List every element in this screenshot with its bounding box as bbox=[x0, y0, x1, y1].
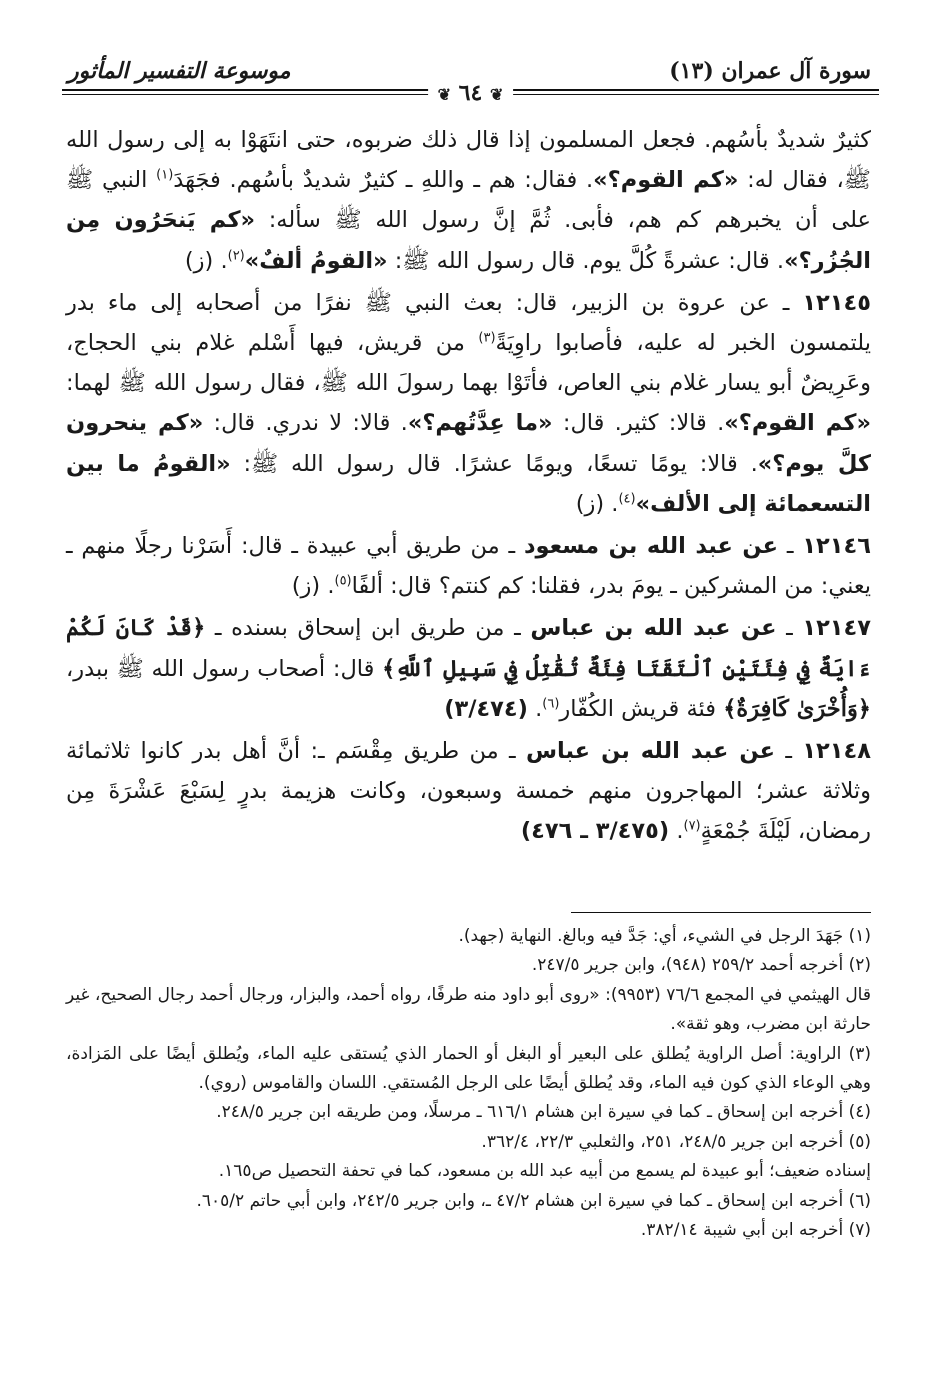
text-run: ـ من طريق ابن إسحاق بسنده ـ bbox=[205, 615, 531, 642]
entry-number: ١٢١٤٧ bbox=[802, 615, 872, 642]
text-run: ـ عن عروة بن الزبير، قال: بعث النبي ﷺ نفرًا من أصحابه إلى ماء بدر يلتمسون الخبر له عليه، فأصابوا راوِيَةً bbox=[66, 289, 871, 357]
footnote: (٥) أخرجه ابن جرير ٢٤٨/٥، ٢٥١، والثعلبي ٢٢/٣، ٣٦٢/٤. bbox=[481, 1131, 871, 1152]
entry-number: ١٢١٤٦ bbox=[802, 533, 871, 560]
hadith-quote: «كم يَنحَرُون مِن الجُزُر؟» bbox=[66, 207, 871, 274]
text-run: . قالا: يومًا تسعًا، ويومًا عشرًا. قال رسول الله ﷺ: bbox=[230, 450, 758, 477]
entry-12147 bbox=[66, 608, 871, 729]
text-run: . قال: عشرةً كُلَّ يوم. قال رسول الله ﷺ: bbox=[387, 247, 785, 274]
text-run: . (ز) bbox=[184, 247, 228, 274]
ornament-right-icon: ❦ bbox=[489, 85, 504, 104]
book-title: موسوعة التفسير المأثور bbox=[68, 58, 291, 84]
paragraph-continued bbox=[66, 120, 871, 281]
text-run: فئة قريش الكُفّار bbox=[559, 695, 724, 722]
footnote-ref: (٧) bbox=[683, 818, 701, 834]
footnote-ref: (٦) bbox=[542, 696, 560, 712]
entry-12148 bbox=[66, 731, 871, 852]
text-run: ـ bbox=[775, 738, 803, 765]
footnote-ref: (٤) bbox=[618, 491, 636, 507]
narrator-name: عن عبد الله بن عباس bbox=[530, 615, 777, 642]
page-number: ٦٤ bbox=[458, 80, 483, 106]
footnote: (٧) أخرجه ابن أبي شيبة ٣٨٢/١٤. bbox=[640, 1220, 871, 1241]
text-run: . (ز) bbox=[575, 490, 619, 517]
text-run: كثيرٌ شديدٌ بأسُهم. فجعل المسلمون إذا قال ذلك ضربوه، حتى انتَهَوْا به إلى رسول الله ﷺ، فقال له: bbox=[66, 127, 871, 194]
footnote: (٢) أخرجه أحمد ٢٥٩/٢ (٩٤٨)، وابن جرير ٢٤٧/٥. bbox=[531, 955, 871, 976]
text-run: . قالا: لا ندري. قال: bbox=[203, 410, 408, 437]
narrator-name: عن عبد الله بن مسعود bbox=[523, 533, 779, 560]
main-text bbox=[66, 120, 871, 852]
text-run: ـ bbox=[776, 615, 803, 642]
hadith-quote: «القومُ ما بين التسعمائة إلى الألف» bbox=[66, 450, 871, 517]
quran-verse: ﴿وَأُخْرَىٰ كَافِرَةٌ﴾ bbox=[723, 695, 871, 722]
hadith-quote: «القومُ ألفٌ» bbox=[244, 247, 388, 274]
text-run: ـ bbox=[778, 533, 803, 560]
footnotes bbox=[66, 922, 871, 1245]
footnote: إسناده ضعيف؛ أبو عبيدة لم يسمع من أبيه عبد الله بن مسعود، كما في تحفة التحصيل ص١٦٥. bbox=[218, 1161, 871, 1182]
text-run: ـ من طريق أبي عبيدة ـ قال: أَسَرْنا رجلًا منهم ـ يعني: من المشركين ـ يومَ بدر، فقلنا: كم كنتم؟ قال: ألفًا bbox=[66, 533, 871, 600]
entry-number: ١٢١٤٨ bbox=[802, 738, 871, 765]
volume-reference: (٣/٤٧٥ ـ ٤٧٦) bbox=[520, 818, 670, 845]
surah-title: سورة آل عمران (١٣) bbox=[669, 58, 871, 84]
footnote-separator bbox=[571, 912, 871, 913]
entry-12145 bbox=[66, 283, 871, 524]
footnote: (١) جَهَدَ الرجل في الشيء، أي: جَدَّ فيه وبالغ. النهاية (جهد). bbox=[458, 926, 871, 946]
hadith-quote: «كم القوم؟» bbox=[593, 167, 739, 194]
footnote-ref: (٣) bbox=[478, 330, 496, 346]
hadith-quote: «ما عِدَّتُهم؟» bbox=[407, 410, 553, 437]
entry-12146 bbox=[66, 526, 871, 606]
ornament-left-icon: ❦ bbox=[437, 85, 452, 104]
narrator-name: عن عبد الله بن عباس bbox=[525, 738, 776, 765]
text-run: . فقال: هم ـ واللهِ ـ كثيرٌ شديدٌ بأسُهم. فجَهَدَ bbox=[173, 167, 594, 194]
text-run: . (ز) bbox=[291, 573, 335, 600]
footnote: قال الهيثمي في المجمع ٧٦/٦ (٩٩٥٣): «روى أبو داود منه طرفًا، رواه أحمد، والبزار، ورجال أحمد رجال الصحيح، غير حارثة ابن مضرب، وهو ثقة». bbox=[66, 984, 871, 1035]
footnote-ref: (٥) bbox=[334, 573, 352, 589]
footnote: (٣) الراوية: أصل الراوية يُطلق على البعير أو البغل أو الحمار الذي يُستقى عليه الماء، ويُطلق أيضًا على المَزادة، وهي الوعاء الذي كون فيه الماء، وقد يُطلق أيضًا على الرجل المُستقي. اللسان والقاموس (روي). bbox=[66, 1043, 871, 1094]
hadith-quote: «كم القوم؟» bbox=[724, 410, 871, 437]
text-run: ـ من طريق مِقْسَم ـ: أنَّ أهل بدر كانوا ثلاثمائة وثلاثة عشر؛ المهاجرون منهم خمسة وسبعون، وكانت هزيمة بدرٍ لِسَبْعَ عَشْرَةَ مِن رمضان، لَيْلَةَ جُمْعَةٍ bbox=[66, 738, 871, 845]
volume-reference: (٣/٤٧٤) bbox=[444, 695, 528, 722]
text-run: النبي ﷺ على أن يخبرهم كم هم، فأبى. ثُمَّ إنَّ رسول الله ﷺ سأله: bbox=[66, 167, 871, 234]
text-run: . قالا: كثير. قال: bbox=[552, 410, 725, 437]
text-run: قال: أصحاب رسول الله ﷺ ببدر، bbox=[66, 655, 383, 682]
footnote-ref: (١) bbox=[156, 167, 174, 183]
footnote: (٦) أخرجه ابن إسحاق ـ كما في سيرة ابن هشام ٤٧/٢ ـ، وابن جرير ٢٤٢/٥، وابن أبي حاتم ٦٠٥/٢. bbox=[196, 1190, 871, 1211]
text-run: . bbox=[527, 695, 543, 722]
hadith-quote: «كم ينحرون كلَّ يوم؟» bbox=[66, 410, 871, 477]
quran-verse: ﴿قَدْ كَانَ لَكُمْ ءَايَةٌ فِي فِئَتَيْنِ ٱلْتَقَتَا فِئَةٌ تُقَٰتِلُ فِي سَبِيلِ ٱللَّهِ﴾ bbox=[66, 615, 871, 682]
footnote: (٤) أخرجه ابن إسحاق ـ كما في سيرة ابن هشام ٦١٦/١ ـ مرسلًا، ومن طريقه ابن جرير ٢٤٨/٥. bbox=[216, 1102, 871, 1123]
running-header bbox=[62, 52, 879, 112]
text-run: . bbox=[669, 818, 684, 845]
text-run: من قريش، فيها أَسْلم غلام بني الحجاج، وعَرِيضٌ أبو يسار غلام بني العاص، فأتَوْا بهما رسولَ الله ﷺ، فقال رسول الله ﷺ لهما: bbox=[66, 330, 871, 397]
footnote-ref: (٢) bbox=[227, 248, 245, 264]
page-number-block bbox=[428, 80, 514, 106]
entry-number: ١٢١٤٥ bbox=[802, 289, 871, 316]
